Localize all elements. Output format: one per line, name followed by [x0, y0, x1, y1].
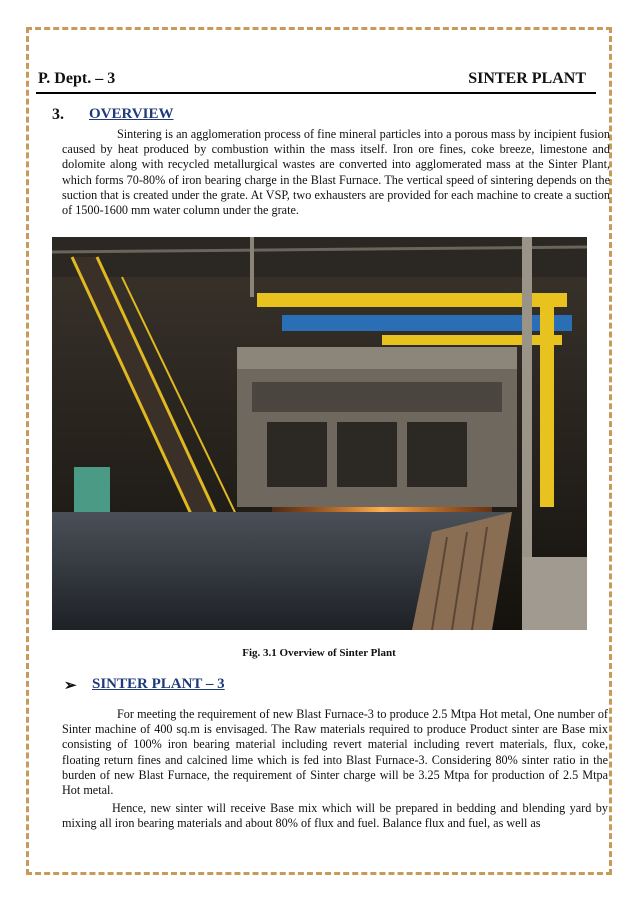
department-label: P. Dept. – 3: [38, 70, 116, 87]
sinter-machine-photo: [52, 237, 587, 630]
sinter-plant-paragraph-1: For meeting the requirement of new Blast Furnace-3 to produce 2.5 Mtpa Hot metal, One number of Sinter machine of 400 sq.m is envisaged. The Raw materials required to produce Product sinter are Base mix consisting of 100% iron bearing material including revert material including revert materials, flux, coke, floating return fines and calcined lime which is fed into Blast Furnace-3. Considering 80% sinter ratio in the burden of new Blast Furnace, the requirement of Sinter charge will be 3.25 Mtpa for production of 2.5 Mtpa Hot metal.: [62, 707, 608, 798]
overview-paragraph: Sintering is an agglomeration process of fine mineral particles into a porous mass by incipient fusion caused by heat produced by combustion within the mass itself. Iron ore fines, coke breeze, limestone and dolomite along with recycled metallurgical wastes are converted into agglomerated mass at the Sinter Plant, which forms 70-80% of iron bearing charge in the Blast Furnace. The vertical speed of sintering depends on the suction that is created under the grate. At VSP, two exhausters are provided for each machine to create a suction of 1500-1600 mm water column under the grate.: [62, 127, 610, 218]
document-title: SINTER PLANT: [468, 70, 586, 87]
header-rule: [36, 92, 596, 94]
page-header: [38, 70, 586, 92]
section-title: OVERVIEW: [89, 106, 174, 122]
figure-caption: Fig. 3.1 Overview of Sinter Plant: [242, 647, 396, 659]
section-number: 3.: [52, 106, 64, 123]
photo-illustration: [52, 237, 587, 630]
arrow-bullet-icon: ➢: [64, 678, 77, 694]
sinter-plant-paragraph-2: Hence, new sinter will receive Base mix which will be prepared in bedding and blending yard by mixing all iron bearing materials and about 80% of flux and fuel. Balance flux and fuel, as well as: [62, 801, 608, 831]
subsection-title: SINTER PLANT – 3: [92, 676, 225, 692]
